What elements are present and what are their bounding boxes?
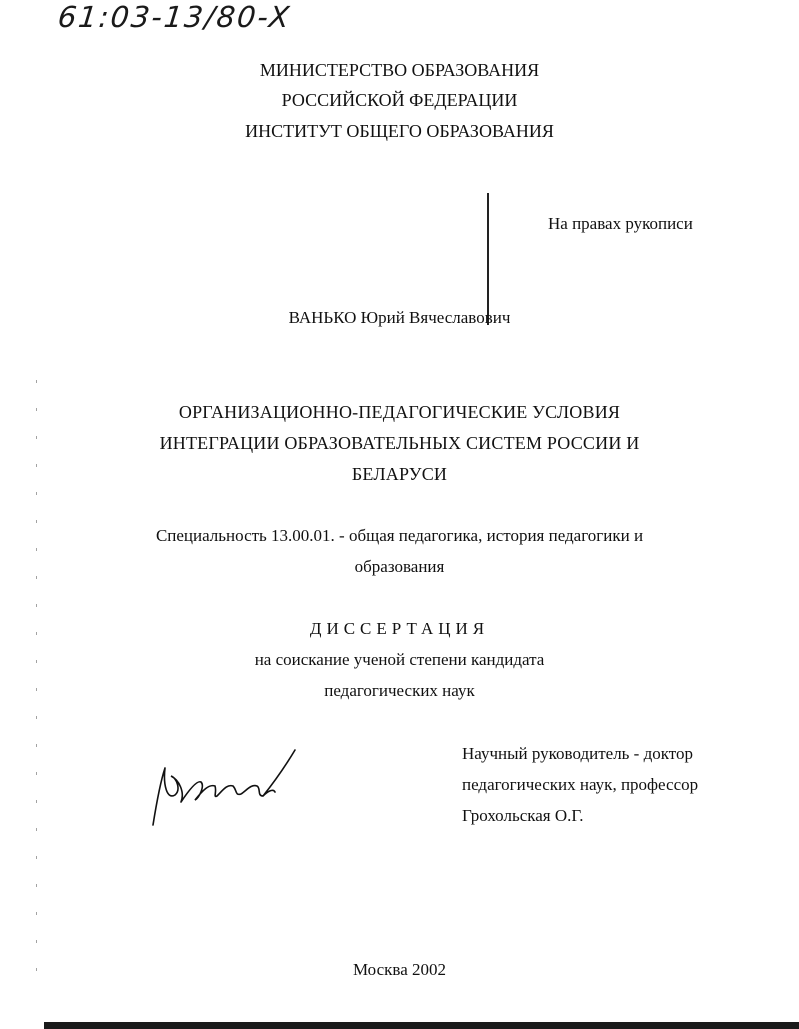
degree-line-2: педагогических наук: [324, 681, 475, 700]
city-year: Москва 2002: [352, 960, 447, 979]
scan-edge-artifact: [36, 380, 37, 980]
ministry-line-1: МИНИСТЕРСТВО ОБРАЗОВАНИЯ: [259, 60, 540, 80]
ministry-line-2: РОССИЙСКОЙ ФЕДЕРАЦИИ: [281, 90, 518, 110]
thesis-title-line-3: БЕЛАРУСИ: [351, 464, 448, 484]
thesis-title-line-1: ОРГАНИЗАЦИОННО-ПЕДАГОГИЧЕСКИЕ УСЛОВИЯ: [178, 402, 621, 422]
specialty-line-2: образования: [354, 557, 445, 576]
specialty-line-1: Специальность 13.00.01. - общая педагогика, история педагогики и: [155, 526, 644, 545]
document-type: ДИССЕРТАЦИЯ: [309, 619, 490, 638]
margin-pen-line: [487, 193, 489, 325]
degree-line-1: на соискание ученой степени кандидата: [254, 650, 545, 669]
scan-bottom-border: [44, 1022, 799, 1029]
catalog-number: 61:03-13/80-X: [56, 0, 293, 34]
supervisor-name: Грохольская О.Г.: [462, 806, 584, 825]
author-signature: [145, 740, 305, 830]
thesis-title-line-2: ИНТЕГРАЦИИ ОБРАЗОВАТЕЛЬНЫХ СИСТЕМ РОССИИ И: [159, 433, 640, 453]
author-name: ВАНЬКО Юрий Вячеславович: [288, 308, 511, 327]
institute-name: ИНСТИТУТ ОБЩЕГО ОБРАЗОВАНИЯ: [245, 121, 554, 141]
supervisor-line-1: Научный руководитель - доктор: [462, 744, 693, 763]
supervisor-line-2: педагогических наук, профессор: [462, 775, 699, 794]
rights-note: На правах рукописи: [548, 214, 693, 233]
